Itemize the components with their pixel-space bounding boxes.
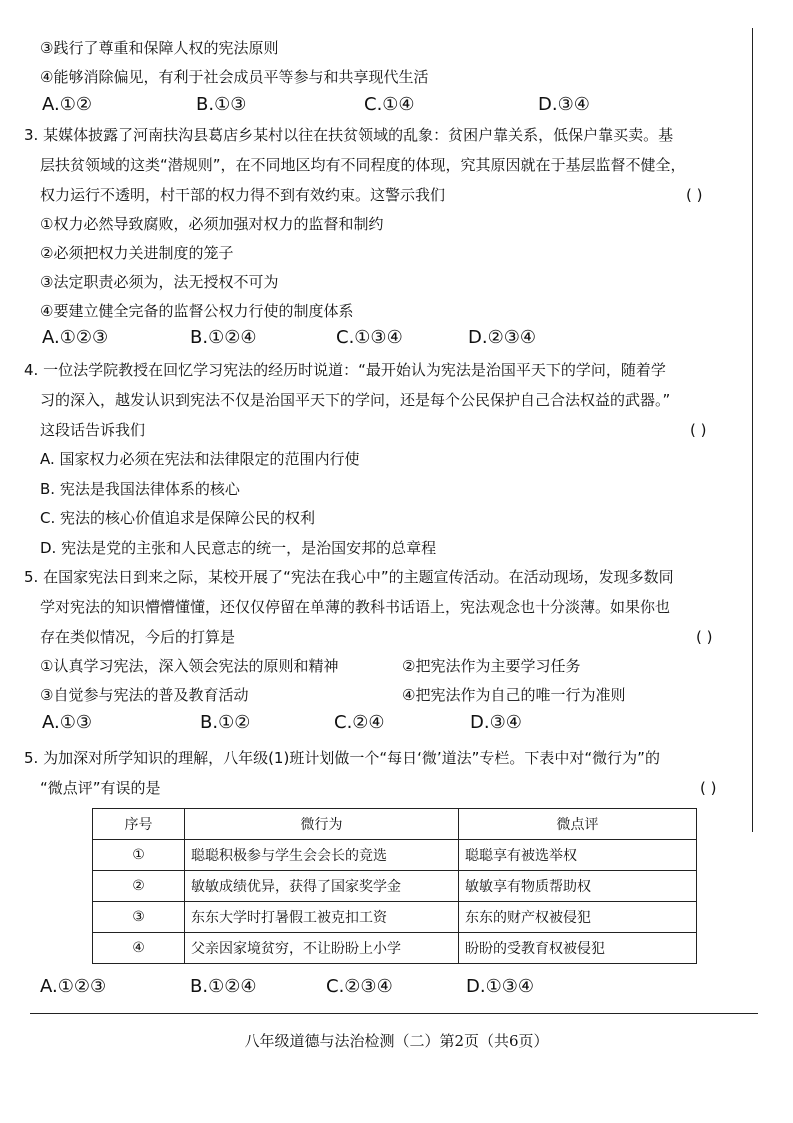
q2-option-c: C.①④ bbox=[364, 94, 415, 115]
table-header-number: 序号 bbox=[93, 809, 185, 840]
table-header-behavior: 微行为 bbox=[185, 809, 459, 840]
q6-option-b: B.①②④ bbox=[190, 976, 257, 997]
q4-stem-line-3: 这段话告诉我们 bbox=[40, 421, 146, 439]
q5-stem-line-1: 5. 在国家宪法日到来之际，某校开展了“宪法在我心中”的主题宣传活动。在活动现场，发现多数同 bbox=[24, 568, 674, 586]
binding-margin-line bbox=[752, 28, 753, 832]
q4-option-d: D. 宪法是党的主张和人民意志的统一，是治国安邦的总章程 bbox=[40, 539, 437, 557]
q6-table bbox=[92, 808, 697, 964]
q6-option-d: D.①③④ bbox=[466, 976, 534, 997]
q5-statement-4: ④把宪法作为自己的唯一行为准则 bbox=[402, 686, 626, 704]
table-cell-number: ③ bbox=[93, 902, 185, 933]
q3-answer-blank: ( ) bbox=[686, 186, 703, 204]
q2-statement-3: ③践行了尊重和保障人权的宪法原则 bbox=[40, 39, 279, 57]
q3-option-c: C.①③④ bbox=[336, 327, 403, 348]
q6-stem-line-1: 5. 为加深对所学知识的理解，八年级(1)班计划做一个“每日‘微’道法”专栏。下表中对“微行为”的 bbox=[24, 749, 660, 767]
table-row bbox=[93, 902, 697, 933]
q5-statement-1: ①认真学习宪法，深入领会宪法的原则和精神 bbox=[40, 657, 339, 675]
q2-option-d: D.③④ bbox=[538, 94, 590, 115]
table-cell-comment: 盼盼的受教育权被侵犯 bbox=[459, 933, 697, 964]
q5-option-a: A.①③ bbox=[42, 712, 92, 733]
table-cell-comment: 敏敏享有物质帮助权 bbox=[459, 871, 697, 902]
table-cell-behavior: 东东大学时打暑假工被克扣工资 bbox=[185, 902, 459, 933]
q5-option-b: B.①② bbox=[200, 712, 251, 733]
table-header-row bbox=[93, 809, 697, 840]
table-row bbox=[93, 871, 697, 902]
q4-stem-line-1: 4. 一位法学院教授在回忆学习宪法的经历时说道：“最开始认为宪法是治国平天下的学问，随着学 bbox=[24, 361, 666, 379]
q3-option-b: B.①②④ bbox=[190, 327, 257, 348]
q2-option-b: B.①③ bbox=[196, 94, 247, 115]
table-cell-number: ④ bbox=[93, 933, 185, 964]
q3-stem-line-3: 权力运行不透明，村干部的权力得不到有效约束。这警示我们 bbox=[40, 186, 446, 204]
table-cell-comment: 聪聪享有被选举权 bbox=[459, 840, 697, 871]
q3-statement-2: ②必须把权力关进制度的笼子 bbox=[40, 244, 234, 262]
q5-stem-line-3: 存在类似情况，今后的打算是 bbox=[40, 628, 236, 646]
table-cell-behavior: 聪聪积极参与学生会会长的竞选 bbox=[185, 840, 459, 871]
q3-statement-3: ③法定职责必须为，法无授权不可为 bbox=[40, 273, 279, 291]
q5-stem-line-2: 学对宪法的知识懵懵懂懂，还仅仅停留在单薄的教科书话语上，宪法观念也十分淡薄。如果你也 bbox=[40, 598, 671, 616]
q2-statement-4: ④能够消除偏见，有利于社会成员平等参与和共享现代生活 bbox=[40, 68, 429, 86]
table-header-comment: 微点评 bbox=[459, 809, 697, 840]
q4-option-b: B. 宪法是我国法律体系的核心 bbox=[40, 480, 240, 498]
table-cell-comment: 东东的财产权被侵犯 bbox=[459, 902, 697, 933]
q6-option-a: A.①②③ bbox=[40, 976, 107, 997]
q2-option-a: A.①② bbox=[42, 94, 92, 115]
table-cell-behavior: 敏敏成绩优异，获得了国家奖学金 bbox=[185, 871, 459, 902]
q4-option-a: A. 国家权力必须在宪法和法律限定的范围内行使 bbox=[40, 450, 360, 468]
q4-stem-line-2: 习的深入，越发认识到宪法不仅是治国平天下的学问，还是每个公民保护自己合法权益的武器。” bbox=[40, 391, 671, 409]
table-cell-behavior: 父亲因家境贫穷，不让盼盼上小学 bbox=[185, 933, 459, 964]
footer-divider bbox=[30, 1013, 758, 1014]
q4-answer-blank: ( ) bbox=[690, 421, 707, 439]
q6-option-c: C.②③④ bbox=[326, 976, 393, 997]
q3-stem-line-2: 层扶贫领域的这类“潜规则”，在不同地区均有不同程度的体现，究其原因就在于基层监督不健全， bbox=[40, 156, 686, 174]
q5-option-d: D.③④ bbox=[470, 712, 522, 733]
page-footer: 八年级道德与法治检测（二）第2页（共6页） bbox=[244, 1032, 549, 1050]
q6-stem-line-2: “微点评”有误的是 bbox=[40, 779, 161, 797]
q6-answer-blank: ( ) bbox=[700, 779, 717, 797]
table-cell-number: ② bbox=[93, 871, 185, 902]
q5-answer-blank: ( ) bbox=[696, 628, 713, 646]
q5-statement-3: ③自觉参与宪法的普及教育活动 bbox=[40, 686, 249, 704]
q3-statement-4: ④要建立健全完备的监督公权力行使的制度体系 bbox=[40, 302, 354, 320]
table-row bbox=[93, 840, 697, 871]
q3-stem-line-1: 3. 某媒体披露了河南扶沟县葛店乡某村以往在扶贫领域的乱象：贫困户靠关系，低保户靠买卖。基 bbox=[24, 126, 674, 144]
table-cell-number: ① bbox=[93, 840, 185, 871]
q3-statement-1: ①权力必然导致腐败，必须加强对权力的监督和制约 bbox=[40, 215, 384, 233]
q4-option-c: C. 宪法的核心价值追求是保障公民的权利 bbox=[40, 509, 316, 527]
q3-option-a: A.①②③ bbox=[42, 327, 109, 348]
q3-option-d: D.②③④ bbox=[468, 327, 536, 348]
q5-option-c: C.②④ bbox=[334, 712, 385, 733]
q5-statement-2: ②把宪法作为主要学习任务 bbox=[402, 657, 581, 675]
table-row bbox=[93, 933, 697, 964]
